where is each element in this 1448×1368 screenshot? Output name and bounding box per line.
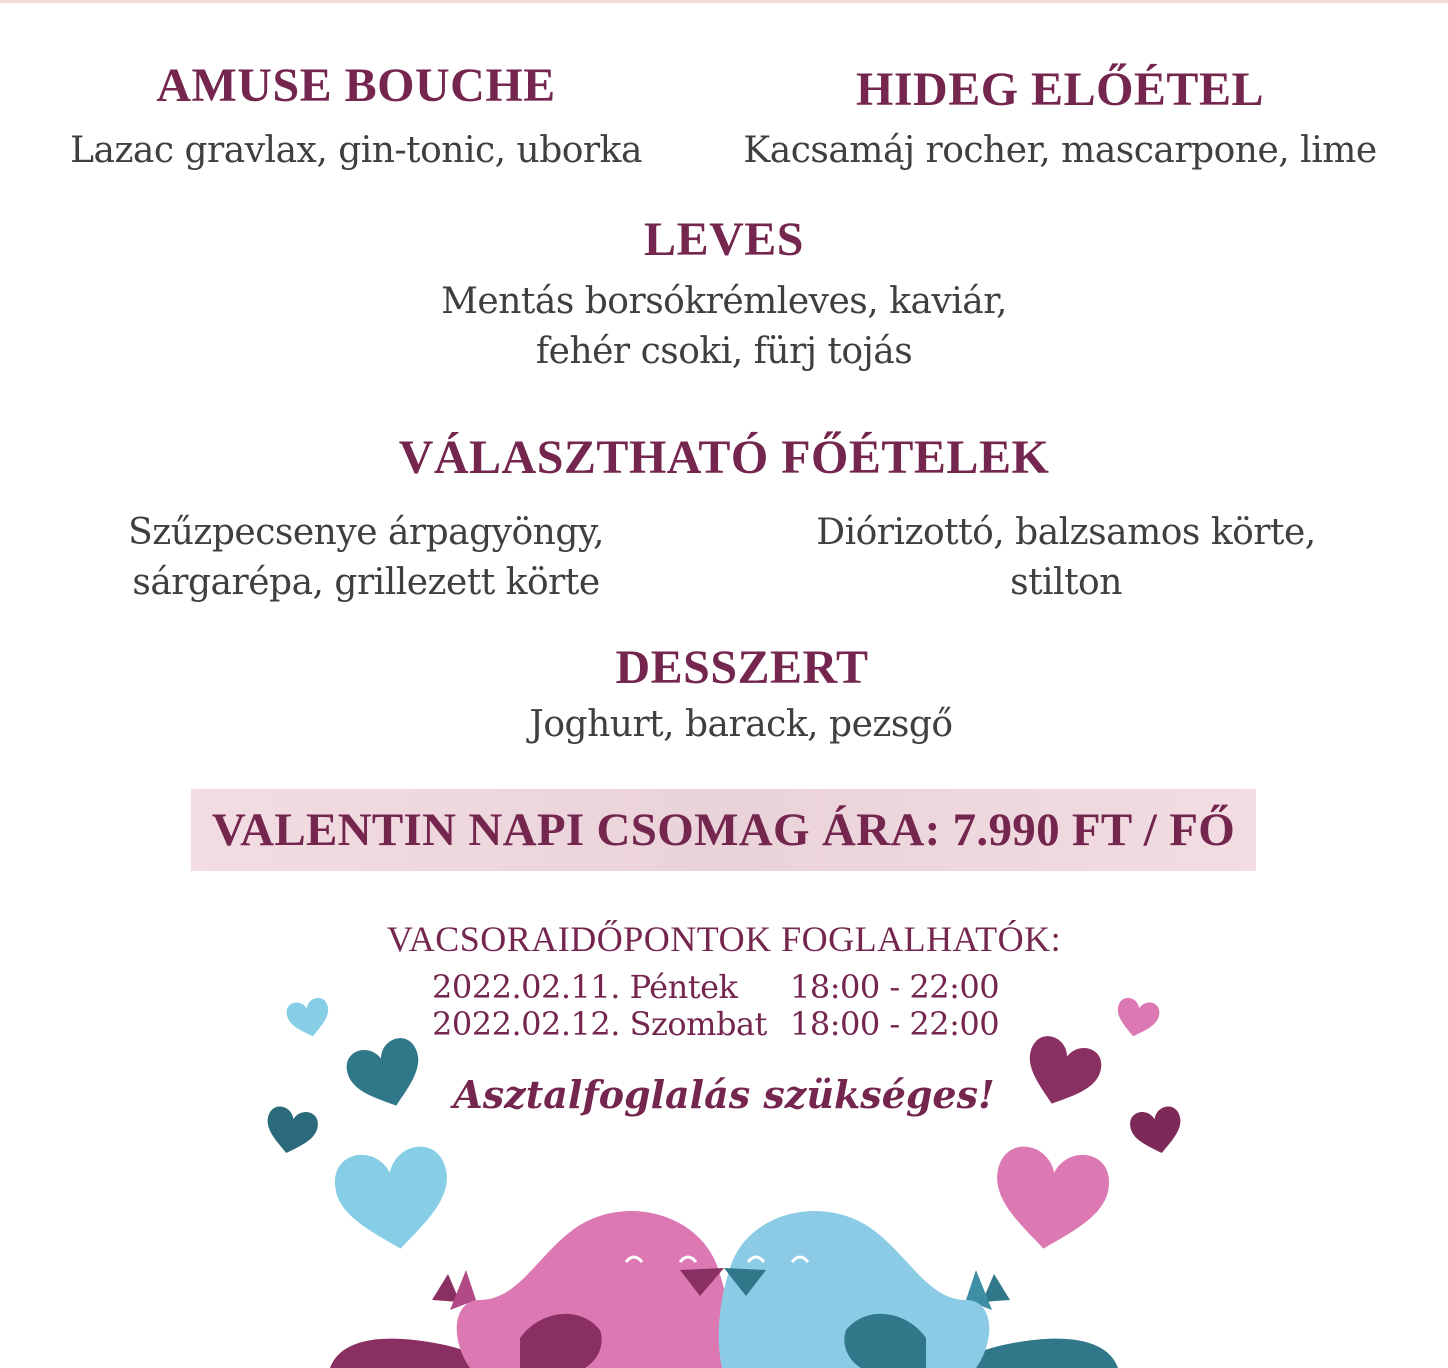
heart-icon <box>285 996 334 1041</box>
amuse-bouche-description: Lazac gravlax, gin-tonic, uborka <box>70 130 642 171</box>
heart-icon <box>262 1104 321 1158</box>
cold-starter-title: HIDEG ELŐÉTEL <box>856 63 1264 116</box>
blue-bird <box>719 1211 1010 1368</box>
main-option-2-line-1: Diórizottó, balzsamos körte, <box>816 512 1316 553</box>
slot-1-time: 18:00 - 22:00 <box>790 968 1000 1006</box>
main-option-1-line-2: sárgarépa, grillezett körte <box>132 562 600 603</box>
heart-icon <box>1017 1032 1106 1115</box>
heart-icon <box>1113 996 1162 1041</box>
slot-1-date: 2022.02.11. Péntek <box>432 968 738 1006</box>
soup-description-line-1: Mentás borsókrémleves, kaviár, <box>441 281 1007 322</box>
soup-description-line-2: fehér csoki, fürj tojás <box>535 331 913 372</box>
reservation-times-label: VACSORAIDŐPONTOK FOGLALHATÓK: <box>386 919 1062 959</box>
dessert-description: Joghurt, barack, pezsgő <box>529 704 953 745</box>
mains-title: VÁLASZTHATÓ FŐÉTELEK <box>398 431 1050 484</box>
heart-icon <box>1128 1104 1187 1158</box>
amuse-bouche-title: AMUSE BOUCHE <box>156 59 556 112</box>
heart-icon <box>331 1143 456 1256</box>
main-option-2-line-2: stilton <box>1010 562 1122 603</box>
reservation-required-note: Asztalfoglalás szükséges! <box>453 1072 995 1117</box>
slot-2-date: 2022.02.12. Szombat <box>432 1005 767 1043</box>
dessert-title: DESSZERT <box>615 641 869 694</box>
cold-starter-description: Kacsamáj rocher, mascarpone, lime <box>743 130 1377 171</box>
soup-title: LEVES <box>644 213 804 266</box>
slot-2-time: 18:00 - 22:00 <box>790 1005 1000 1043</box>
heart-icon <box>342 1034 431 1117</box>
price-text: VALENTIN NAPI CSOMAG ÁRA: 7.990 FT / FŐ <box>211 804 1236 856</box>
pink-bird <box>432 1211 731 1368</box>
heart-icon <box>988 1143 1113 1256</box>
main-option-1-line-1: Szűzpecsenye árpagyöngy, <box>128 512 604 553</box>
